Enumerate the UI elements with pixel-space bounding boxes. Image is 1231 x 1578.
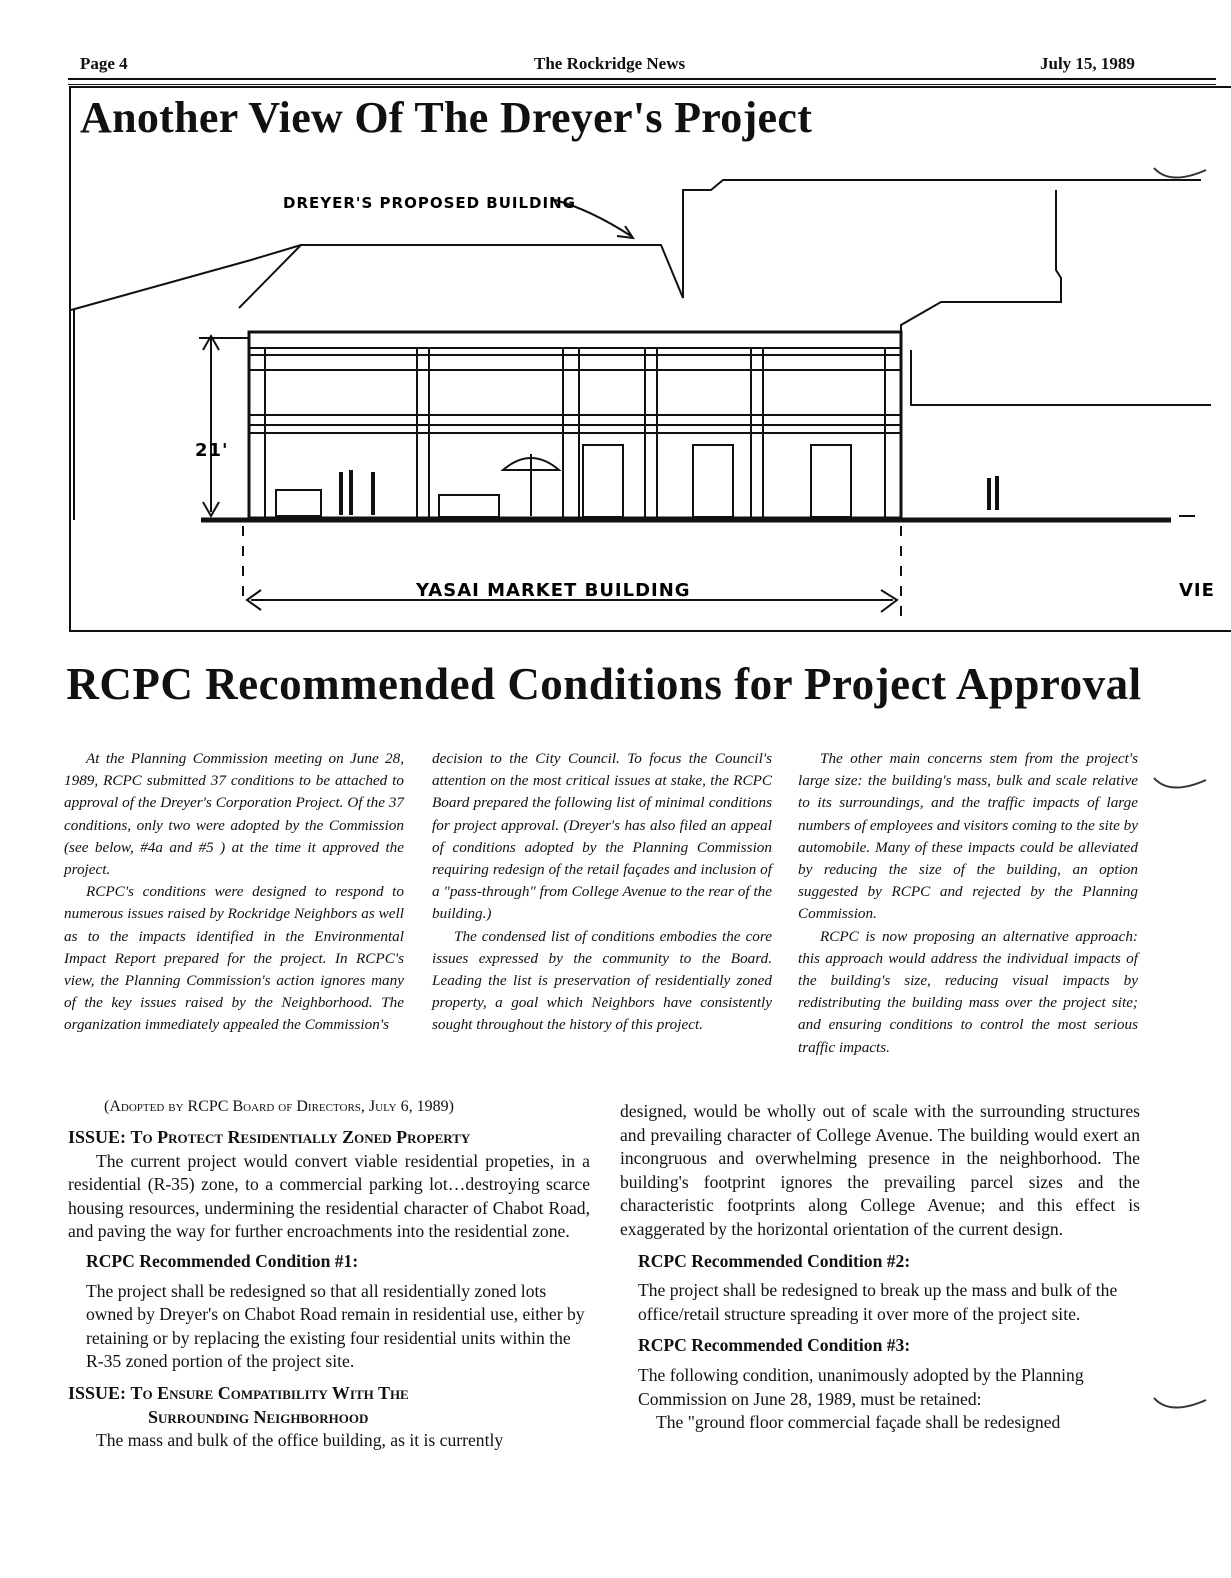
issue-title: Surrounding Neighborhood [148, 1406, 369, 1427]
issue-title: To Protect Residentially Zoned Property [130, 1127, 471, 1147]
label-market-building: YASAI MARKET BUILDING [416, 580, 691, 601]
article-title: RCPC Recommended Conditions for Project Approval [66, 659, 1142, 709]
label-proposed-building: DREYER'S PROPOSED BUILDING [283, 194, 576, 212]
binder-curl-icon [1150, 770, 1210, 800]
issue-text: The current project would convert viable residential propeties, in a residential (R-35) zone, to a commercial parking lot…destroying scarce housing resources, undermining the residential character of Chabot Road, and paving the way for further encroachments into the residential zone. [68, 1150, 590, 1242]
paragraph: The other main concerns stem from the project's large size: the building's mass, bulk and scale relative to its surroundings, and the traffic impacts of large numbers of employees and visitors coming to the site by automobile. Many of these impacts could be alleviated by reducing the size of the building, an option suggested by RCPC and rejected by the Planning Commission. [798, 750, 1138, 923]
paragraph: The condensed list of conditions embodies the core issues expressed by the community to the Board. Leading the list is preservation of residentially zoned property, a goal which Neighbors have consistently sought throughout the history of this project. [432, 927, 772, 1034]
paragraph: RCPC's conditions were designed to respond to numerous issues raised by Rockridge Neighbors as well as to the impacts identified in the Environmental Impact Report prepared for the project. In RCPC's view, the Planning Commission's action ignores many of the key issues raised by the Neighborhood. The organization immediately appealed the Commission's [64, 883, 404, 1034]
issue-title: To Ensure Compatibility With The [130, 1382, 409, 1403]
condition-text-1: The project shall be redesigned so that all residentially zoned lots owned by Dreyer's on Chabot Road remain in residential use, either by retaining or by replacing the existing four residential units within the R-35 zoned portion of the project site. [86, 1280, 585, 1372]
issue-text: designed, would be wholly out of scale with the surrounding structures and prevailing character of College Avenue. The building would exert an incongruous and overwhelming presence in the neighborhood. The building's footprint ignores the prevailing parcel sizes and the characteristic footprints along College Avenue; and this effect is exaggerated by the horizontal orientation of the current design. [620, 1101, 1140, 1239]
condition-title-3: RCPC Recommended Condition #3: [638, 1335, 911, 1356]
newspaper-name: The Rockridge News [534, 54, 686, 73]
elevation-drawing [71, 150, 1215, 626]
article-column-1 [64, 748, 404, 1037]
issue-heading-2-cont [68, 1406, 590, 1430]
paragraph: RCPC is now proposing an alternative approach: this approach would address the individual impacts of the building's size, reducing visual impacts by redistributing the building mass over the project site; and ensuring conditions to control the most serious traffic impacts. [798, 927, 1138, 1056]
label-view: VIE [1179, 580, 1215, 601]
issue-label: ISSUE: [68, 1127, 127, 1147]
condition-quote-3: The "ground floor commercial façade shall be redesigned [656, 1412, 1061, 1433]
adopted-note: (Adopted by RCPC Board of Directors, July 6, 1989) [104, 1098, 454, 1115]
header-rule-thin [68, 84, 1216, 85]
issue-heading-2 [68, 1382, 590, 1406]
article-column-2 [432, 748, 772, 1037]
issue-label: ISSUE: [68, 1382, 127, 1403]
page-number: Page 4 [80, 54, 128, 73]
header-rule [68, 78, 1216, 80]
binder-curl-icon [1150, 1390, 1210, 1420]
conditions-column-left [68, 1126, 590, 1453]
condition-text-2: The project shall be redesigned to break up the mass and bulk of the office/retail structure spreading it over more of the project site. [638, 1280, 1118, 1324]
label-height: 21' [195, 440, 229, 461]
article-column-3 [798, 748, 1138, 1059]
issue-heading-1 [68, 1126, 590, 1150]
figure-title: Another View Of The Dreyer's Project [80, 93, 813, 142]
issue-date: July 15, 1989 [1040, 54, 1135, 73]
binder-curl-icon [1150, 160, 1210, 190]
issue-text: The mass and bulk of the office building, as it is currently [96, 1430, 504, 1451]
conditions-column-right [620, 1100, 1140, 1435]
condition-text-3: The following condition, unanimously adopted by the Planning Commission on June 28, 1989, must be retained: [638, 1364, 1084, 1409]
condition-title-1: RCPC Recommended Condition #1: [86, 1250, 359, 1271]
condition-title-2: RCPC Recommended Condition #2: [638, 1250, 911, 1271]
paragraph: decision to the City Council. To focus the Council's attention on the most critical issues at stake, the RCPC Board prepared the following list of minimal conditions for project approval. (Dreyer's has also filed an appeal of conditions adopted by the Planning Commission requiring redesign of the retail façades and inclusion of a "pass-through" from College Avenue to the rear of the building.) [432, 750, 772, 923]
paragraph: At the Planning Commission meeting on June 28, 1989, RCPC submitted 37 conditions to be attached to approval of the Dreyer's Corporation Project. Of the 37 conditions, only two were adopted by the Commission (see below, #4a and #5 ) at the time it approved the project. [64, 750, 404, 879]
